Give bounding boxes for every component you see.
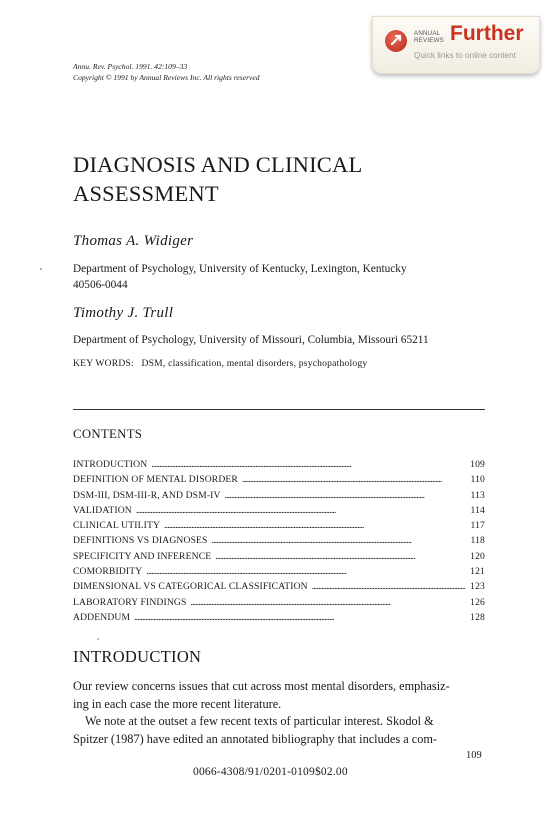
toc-leader-dots xyxy=(212,535,465,546)
intro-paragraph-1: Our review concerns issues that cut across most mental disorders, emphasiz- ing in each case the more recent literature. xyxy=(73,679,450,711)
author-name: Thomas A. Widiger xyxy=(73,233,194,249)
toc-leader-dots xyxy=(146,566,465,577)
toc-leader-dots xyxy=(242,474,465,485)
toc-entry[interactable]: INTRODUCTION . . . 109 xyxy=(73,459,485,474)
toc-leader-dots xyxy=(134,612,465,623)
toc-entry[interactable]: LABORATORY FINDINGS . . . 126 xyxy=(73,597,485,612)
contents-heading: CONTENTS xyxy=(73,427,143,441)
toc-entry[interactable]: VALIDATION . . . 114 xyxy=(73,505,485,520)
further-badge[interactable] xyxy=(372,16,540,74)
scan-speck xyxy=(40,268,42,270)
toc-leader-dots xyxy=(225,490,465,501)
table-of-contents xyxy=(73,459,485,627)
badge-further-label: Further xyxy=(450,22,524,45)
section-divider xyxy=(73,409,485,410)
article-code: 0066-4308/91/0201-0109$02.00 xyxy=(193,766,348,778)
toc-entry[interactable]: SPECIFICITY AND INFERENCE . . . 120 xyxy=(73,551,485,566)
toc-entry[interactable]: ADDENDUM . . . 128 xyxy=(73,612,485,627)
annual-reviews-logo-icon xyxy=(385,30,407,52)
keywords-label: KEY WORDS: xyxy=(73,358,134,369)
toc-leader-dots xyxy=(164,520,465,531)
badge-publisher: ANNUAL REVIEWS xyxy=(414,30,444,44)
intro-paragraph-2: We note at the outset a few recent texts of particular interest. Skodol & Spitzer (1987) have edited an annotated bibliography that includes a com- xyxy=(73,714,438,746)
toc-leader-dots xyxy=(215,551,465,562)
toc-entry[interactable]: COMORBIDITY . . . 121 xyxy=(73,566,485,581)
toc-entry[interactable]: DEFINITIONS VS DIAGNOSES . . . 118 xyxy=(73,535,485,550)
toc-entry[interactable]: DIMENSIONAL VS CATEGORICAL CLASSIFICATION . . . 123 xyxy=(73,581,485,596)
toc-leader-dots xyxy=(136,505,465,516)
toc-leader-dots xyxy=(151,459,465,470)
keywords-text: DSM, classification, mental disorders, psychopathology xyxy=(141,358,368,369)
citation-journal: Annu. Rev. Psychol. 1991. 42:109–33 xyxy=(73,62,188,71)
toc-entry[interactable]: DEFINITION OF MENTAL DISORDER . . . 110 xyxy=(73,474,485,489)
toc-entry[interactable]: CLINICAL UTILITY . . . 117 xyxy=(73,520,485,535)
citation-block xyxy=(73,62,260,83)
author-name: Timothy J. Trull xyxy=(73,305,174,321)
author-affiliation: Department of Psychology, University of Kentucky, Lexington, Kentucky 40506-0044 xyxy=(73,263,407,291)
toc-entry[interactable]: DSM-III, DSM-III-R, AND DSM-IV . . . 113 xyxy=(73,490,485,505)
keywords-line xyxy=(73,358,367,369)
page-number: 109 xyxy=(466,750,482,761)
article-title: DIAGNOSIS AND CLINICAL ASSESSMENT xyxy=(73,152,363,206)
introduction-heading: INTRODUCTION xyxy=(73,647,202,666)
scan-speck xyxy=(97,638,99,640)
author-affiliation: Department of Psychology, University of Missouri, Columbia, Missouri 65211 xyxy=(73,334,429,346)
toc-leader-dots xyxy=(190,597,465,608)
badge-tagline: Quick links to online content xyxy=(414,51,516,60)
toc-leader-dots xyxy=(312,581,465,592)
citation-copyright: Copyright © 1991 by Annual Reviews Inc. All rights reserved xyxy=(73,72,260,82)
